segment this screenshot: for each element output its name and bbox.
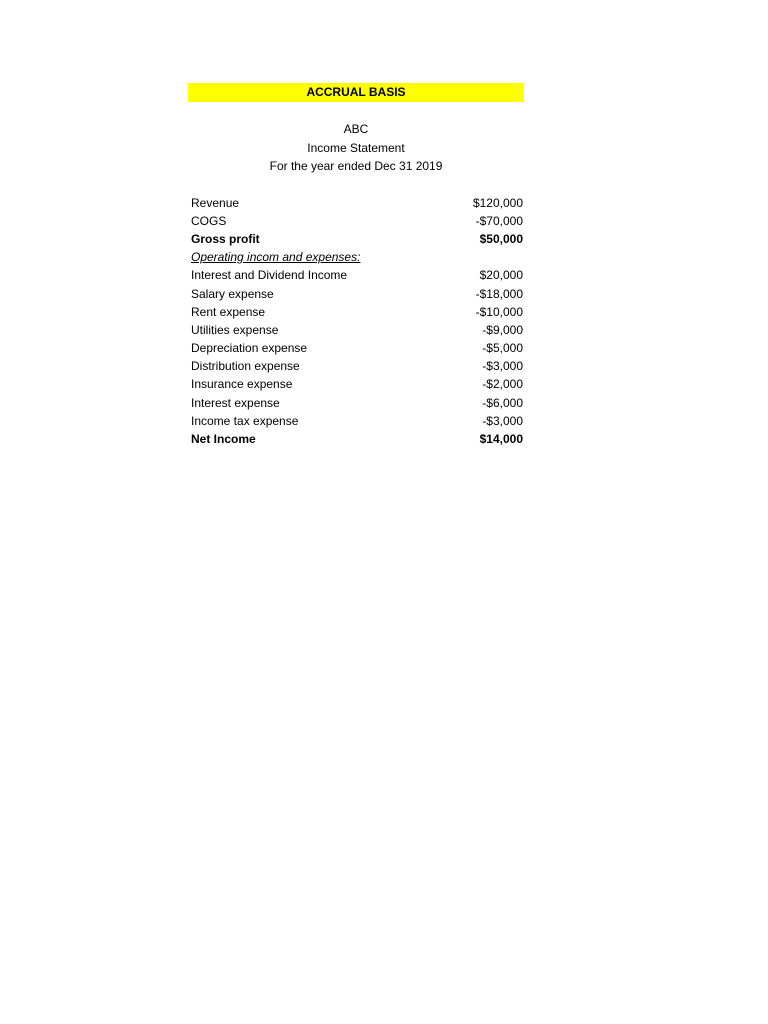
row-amount: -$10,000	[475, 304, 523, 319]
row-label: Interest and Dividend Income	[191, 268, 348, 283]
row-rent-expense	[188, 303, 524, 321]
row-interest-expense	[188, 394, 524, 412]
row-operating-section-header	[188, 248, 524, 266]
row-label: Depreciation expense	[191, 341, 308, 356]
row-amount: -$3,000	[482, 413, 523, 428]
row-label: Interest expense	[191, 395, 280, 410]
row-amount: -$18,000	[475, 286, 523, 301]
row-distribution-expense	[188, 357, 524, 375]
statement-heading	[188, 120, 524, 176]
row-label: Net Income	[191, 432, 256, 447]
row-revenue	[188, 194, 524, 212]
row-amount: -$70,000	[475, 213, 523, 228]
row-label: COGS	[191, 213, 227, 228]
row-amount: -$9,000	[482, 322, 523, 337]
row-amount: $120,000	[472, 195, 523, 210]
row-amount: -$2,000	[482, 377, 523, 392]
section-header-label: Operating incom and expenses:	[191, 250, 361, 265]
row-amount: $50,000	[479, 231, 523, 246]
row-insurance-expense	[188, 375, 524, 393]
row-amount: -$6,000	[482, 395, 523, 410]
row-gross-profit	[188, 230, 524, 248]
row-label: Distribution expense	[191, 359, 300, 374]
company-name: ABC	[343, 122, 369, 136]
row-label: Revenue	[191, 195, 240, 210]
row-amount: -$3,000	[482, 359, 523, 374]
row-utilities-expense	[188, 321, 524, 339]
row-label: Income tax expense	[191, 413, 299, 428]
row-label: Salary expense	[191, 286, 274, 301]
row-cogs	[188, 212, 524, 230]
statement-title: Income Statement	[307, 140, 405, 155]
row-depreciation-expense	[188, 339, 524, 357]
row-amount: $14,000	[479, 432, 523, 447]
row-interest-dividend-income	[188, 266, 524, 284]
statement-period: For the year ended Dec 31 2019	[269, 159, 443, 173]
row-income-tax-expense	[188, 412, 524, 430]
statement-rows	[188, 194, 524, 449]
income-statement-sheet	[188, 83, 524, 448]
row-amount: $20,000	[479, 268, 523, 283]
row-label: Gross profit	[191, 231, 260, 246]
row-label: Rent expense	[191, 304, 266, 319]
row-amount: -$5,000	[482, 341, 523, 356]
row-label: Utilities expense	[191, 322, 279, 337]
accrual-basis-banner: ACCRUAL BASIS	[188, 83, 524, 102]
row-salary-expense	[188, 284, 524, 302]
row-label: Insurance expense	[191, 377, 293, 392]
row-net-income	[188, 430, 524, 448]
